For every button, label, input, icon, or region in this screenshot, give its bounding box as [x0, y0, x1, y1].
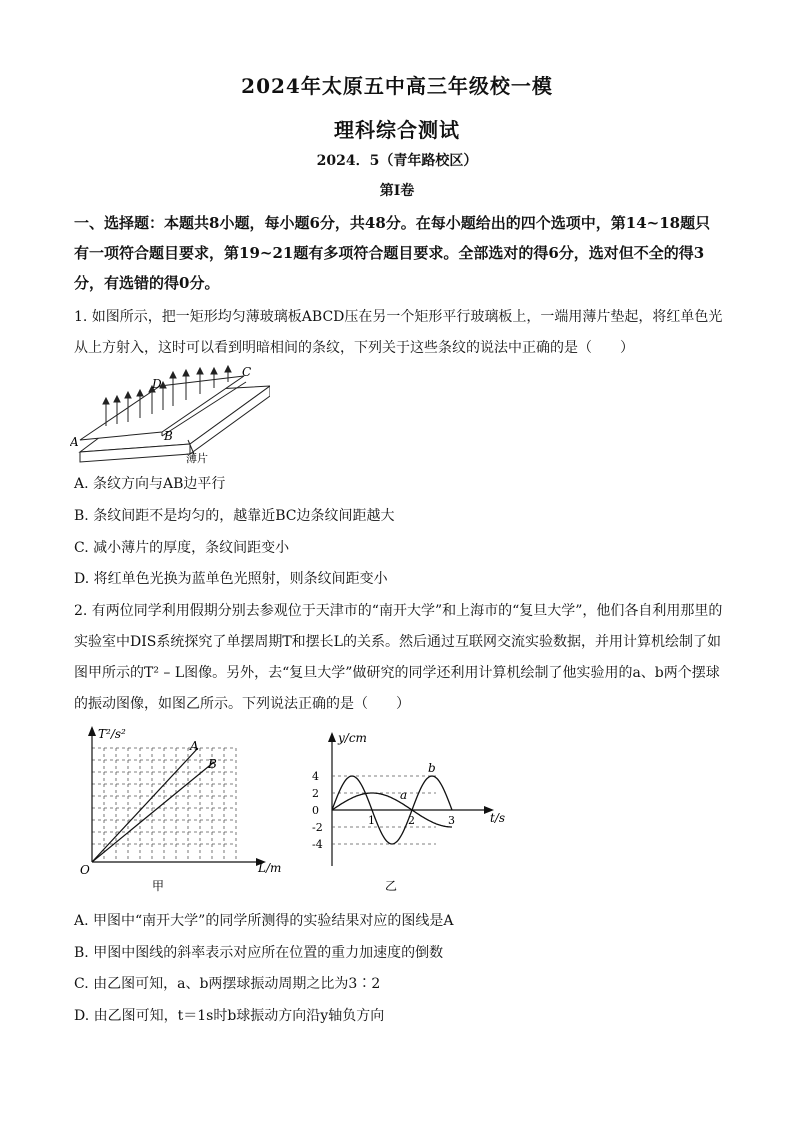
q2-option-c: C. 由乙图可知，a、b两摆球振动周期之比为3∶2 [74, 976, 381, 992]
q1-option-a: A. 条纹方向与AB边平行 [74, 476, 226, 492]
label-shim: 薄片 [186, 452, 208, 465]
label-A: A [70, 435, 79, 449]
q2-option-a: A. 甲图中“南开大学”的同学所测得的实验结果对应的图线是A [74, 913, 454, 929]
yi-xlabel: t/s [490, 811, 506, 825]
jia-xlabel: L/m [258, 861, 282, 875]
q1-option-b: B. 条纹间距不是均匀的，越靠近BC边条纹间距越大 [74, 508, 395, 524]
q2-option-b: B. 甲图中图线的斜率表示对应所在位置的重力加速度的倒数 [74, 945, 444, 961]
y-tick-label: -4 [312, 838, 323, 851]
curve-a-label: a [400, 788, 408, 802]
x-tick-label: 1 [368, 814, 375, 827]
volume-label: 第Ⅰ卷 [379, 183, 415, 199]
exam-date: 2024．5（青年路校区） [316, 153, 478, 169]
q1-option-d: D. 将红单色光换为蓝单色光照射，则条纹间距变小 [74, 571, 388, 587]
y-tick-label: 2 [312, 787, 319, 800]
jia-ylabel: T²/s² [98, 727, 126, 741]
exam-title: 2024年太原五中高三年级校一模 [241, 74, 553, 98]
curve-b-label: b [428, 761, 436, 775]
question-2-stem: 2. 有两位同学利用假期分别去参观位于天津市的“南开大学”和上海市的“复旦大学”，他们各自利用那里的实验室中DIS系统探究了单摆周期T和摆长L的关系。然后通过互联网交流实验数据，并用计算机绘制了如图甲所示的T² – L图像。另外，去“复旦大学”做研究的同学还利用计算机绘制了他实验用的a、b两个摆球的振动图像，如图乙所示。下列说法正确的是（ ） [74, 603, 723, 712]
label-C: C [242, 365, 252, 379]
q1-option-c: C. 减小薄片的厚度，条纹间距变小 [74, 540, 290, 556]
line-A [92, 748, 198, 862]
label-B: B [164, 429, 173, 443]
line-B [92, 762, 214, 862]
jia-caption: 甲 [152, 879, 165, 893]
yi-caption: 乙 [385, 879, 398, 893]
y-tick-label: 4 [312, 770, 319, 783]
yi-ylabel: y/cm [338, 731, 367, 745]
figure-yi [310, 730, 510, 895]
line-A-label: A [190, 739, 199, 753]
x-tick-label: 3 [448, 814, 455, 827]
y-tick-label: 0 [312, 804, 319, 817]
exam-subject: 理科综合测试 [334, 118, 460, 142]
jia-origin: O [80, 863, 90, 877]
q1-glass-plate-figure [70, 362, 270, 466]
line-B-label: B [208, 757, 217, 771]
question-1-stem: 1. 如图所示，把一矩形均匀薄玻璃板ABCD压在另一个矩形平行玻璃板上，一端用薄片垫起，将红单色光从上方射入，这时可以看到明暗相间的条纹，下列关于这些条纹的说法中正确的是（ ） [74, 309, 723, 356]
y-tick-label: -2 [312, 821, 323, 834]
x-tick-label: 2 [408, 814, 415, 827]
section-instructions: 一、选择题：本题共8小题，每小题6分，共48分。在每小题给出的四个选项中，第14~18题只有一项符合题目要求，第19~21题有多项符合题目要求。全部选对的得6分，选对但不全的得3分，有选错的得0分。 [74, 214, 711, 292]
label-D: D [152, 377, 162, 391]
figure-jia [74, 720, 294, 895]
q2-option-d: D. 由乙图可知，t＝1s时b球振动方向沿y轴负方向 [74, 1008, 385, 1024]
